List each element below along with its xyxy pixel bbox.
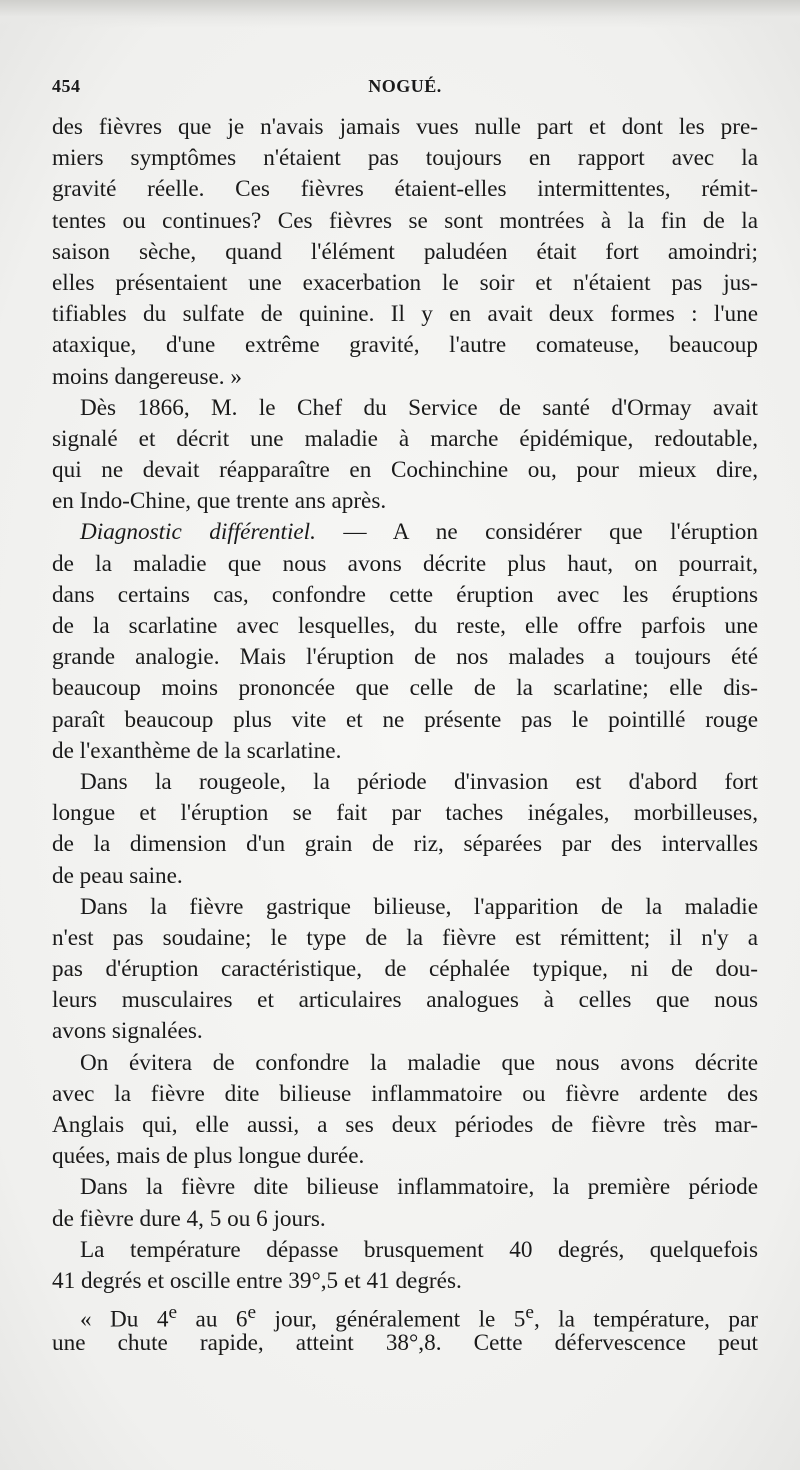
text-line: leurs musculaires et articulaires analogues à celles que nous <box>52 987 758 1014</box>
text-line: Dès 1866, M. le Chef du Service de santé d'Ormay avait <box>80 394 758 421</box>
text-line: de la dimension d'un grain de riz, séparées par des intervalles <box>52 831 758 858</box>
text-line: de l'exanthème de la scarlatine. <box>52 737 342 764</box>
text-line: saison sèche, quand l'élément paludéen était fort amoindri; <box>52 238 758 265</box>
page-number: 454 <box>52 76 81 96</box>
text-line: moins dangereuse. » <box>52 363 242 390</box>
text-line: de la scarlatine avec lesquelles, du reste, elle offre parfois une <box>52 613 758 639</box>
text-line: en Indo-Chine, que trente ans après. <box>52 488 387 515</box>
text-line: paraît beaucoup plus vite et ne présente pas le pointillé rouge <box>52 706 758 733</box>
scan-edge <box>0 0 800 28</box>
text-line: pas d'éruption caractéristique, de céphalée typique, ni de dou- <box>52 956 758 983</box>
text-line <box>52 1297 759 1333</box>
text-segment: au 6 <box>177 1306 248 1333</box>
text-line: de peau saine. <box>52 862 183 889</box>
superscript: e <box>247 1302 257 1324</box>
text-line: On évitera de confondre la maladie que nous avons décrite <box>80 1049 758 1076</box>
text-line: Dans la fièvre gastrique bilieuse, l'apparition de la maladie <box>80 893 758 920</box>
text-line: ataxique, d'une extrême gravité, l'autre comateuse, beaucoup <box>52 332 758 359</box>
text-line: Dans la fièvre dite bilieuse inflammatoire, la première période <box>80 1174 758 1201</box>
superscript: e <box>525 1302 534 1324</box>
text-line-continuation: — A ne considérer que l'éruption <box>315 519 758 546</box>
text-line <box>52 517 758 548</box>
text-line: beaucoup moins prononcée que celle de la scarlatine; elle dis- <box>52 675 758 702</box>
text-line: elles présentaient une exacerbation le soir et n'étaient pas jus- <box>52 269 758 296</box>
text-line: de fièvre dure 4, 5 ou 6 jours. <box>52 1205 326 1232</box>
text-line: de la maladie que nous avons décrite plus haut, on pourrait, <box>52 550 758 577</box>
text-line: qui ne devait réapparaître en Cochinchine ou, pour mieux dire, <box>52 457 758 484</box>
text-segment: jour, généralement le 5 <box>256 1306 526 1333</box>
text-line: quées, mais de plus longue durée. <box>52 1143 365 1170</box>
text-line: tentes ou continues? Ces fièvres se sont montrées à la fin de la <box>52 207 758 234</box>
text-line: dans certains cas, confondre cette éruption avec les éruptions <box>52 581 758 608</box>
text-segment: « Du 4 <box>80 1306 169 1333</box>
text-line: Anglais qui, elle aussi, a ses deux périodes de fièvre très mar- <box>52 1112 758 1138</box>
text-line: n'est pas soudaine; le type de la fièvre est rémittent; il n'y a <box>52 924 758 951</box>
superscript: e <box>168 1302 178 1324</box>
body-text <box>52 112 758 1360</box>
running-head <box>52 76 758 106</box>
text-line: signalé et décrit une maladie à marche épidémique, redoutable, <box>52 425 758 452</box>
text-line: miers symptômes n'étaient pas toujours en rapport avec la <box>52 145 758 172</box>
text-line: 41 degrés et oscille entre 39°,5 et 41 degrés. <box>52 1267 462 1294</box>
text-line: avons signalées. <box>52 1018 203 1045</box>
text-line: La température dépasse brusquement 40 degrés, quelquefois <box>80 1236 758 1263</box>
text-line: Dans la rougeole, la période d'invasion est d'abord fort <box>80 768 758 795</box>
text-segment: , la température, par <box>533 1306 759 1333</box>
text-line: une chute rapide, atteint 38°,8. Cette défervescence peut <box>52 1330 758 1357</box>
text-line: avec la fièvre dite bilieuse inflammatoire ou fièvre ardente des <box>52 1080 758 1107</box>
text-line: gravité réelle. Ces fièvres étaient-elles intermittentes, rémit- <box>52 176 758 203</box>
section-heading-italic: Diagnostic différentiel. <box>80 519 316 546</box>
running-title: NOGUÉ. <box>368 76 442 96</box>
text-line: des fièvres que je n'avais jamais vues nulle part et dont les pre- <box>52 114 758 140</box>
text-line: tifiables du sulfate de quinine. Il y en avait deux formes : l'une <box>52 301 758 328</box>
text-line: longue et l'éruption se fait par taches inégales, morbilleuses, <box>52 800 758 827</box>
text-line: grande analogie. Mais l'éruption de nos malades a toujours été <box>52 644 758 671</box>
